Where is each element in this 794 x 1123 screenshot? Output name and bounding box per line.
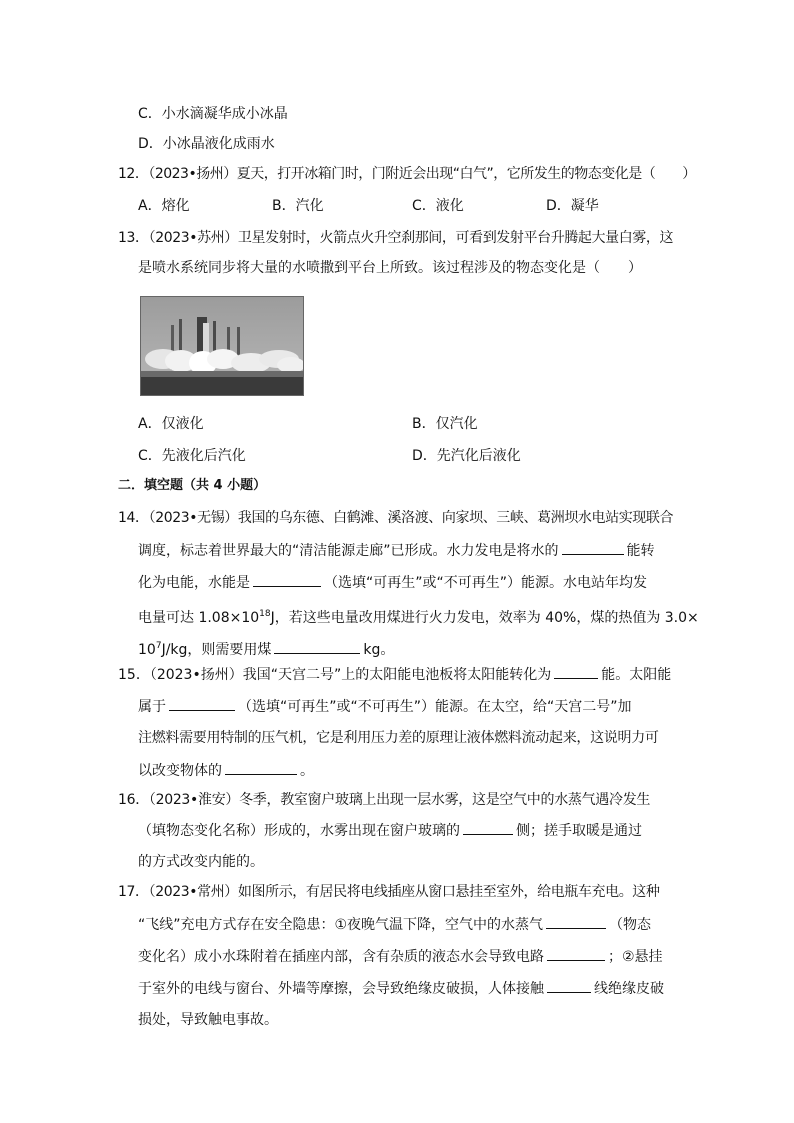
q16-text: （填物态变化名称）形成的，水雾出现在窗户玻璃的 bbox=[138, 823, 460, 839]
q17-text: ；②悬挂 bbox=[608, 949, 663, 965]
q13-stem-line-1: 13．（2023•苏州）卫星发射时，火箭点火升空刹那间，可看到发射平台升腾起大量白雾，这 bbox=[118, 230, 674, 246]
q16-line-3: 的方式改变内能的。 bbox=[138, 854, 264, 870]
q14-text: 化为电能，水能是 bbox=[138, 575, 250, 591]
q14-text: J/kg，则需要用煤 bbox=[161, 642, 272, 658]
q15-text: 能。太阳能 bbox=[601, 667, 672, 683]
q13-stem-line-2: 是喷水系统同步将大量的水喷撒到平台上所致。该过程涉及的物态变化是（ ） bbox=[138, 260, 642, 276]
q12-option-c: C．液化 bbox=[412, 198, 464, 214]
q12-option-a: A．熔化 bbox=[138, 198, 190, 214]
q14-text: 能转 bbox=[626, 543, 655, 559]
q15-line-2 bbox=[138, 696, 632, 717]
q15-line-3: 注燃料需要用特制的压气机，它是利用压力差的原理让液体燃料流动起来，这说明力可 bbox=[138, 730, 659, 746]
q15-text: （选填“可再生”或“不可再生”）能源。在太空，给“天宫二号”加 bbox=[238, 699, 632, 715]
q17-blank-2[interactable] bbox=[547, 946, 605, 961]
q15-text: 以改变物体的 bbox=[138, 763, 222, 779]
q17-text: 于室外的电线与窗台、外墙等摩擦，会导致绝缘皮破损，人体接触 bbox=[138, 981, 544, 997]
q13-option-a: A．仅液化 bbox=[138, 416, 204, 432]
q15-line-1 bbox=[118, 664, 671, 685]
q17-line-5: 损处，导致触电事故。 bbox=[138, 1012, 278, 1028]
q14-line-3 bbox=[138, 572, 647, 593]
q17-line-1: 17．（2023•常州）如图所示，有居民将电线插座从窗口悬挂至室外，给电瓶车充电。这种 bbox=[118, 884, 660, 900]
q14-text: 调度，标志着世界最大的“清洁能源走廊”已形成。水力发电是将水的 bbox=[138, 543, 559, 559]
q12-stem: 12．（2023•扬州）夏天，打开冰箱门时，门附近会出现“白气”，它所发生的物态变化是（ ） bbox=[118, 166, 696, 182]
q13-option-d: D．先汽化后液化 bbox=[412, 448, 521, 464]
q15-text: 属于 bbox=[138, 699, 166, 715]
q14-line-5 bbox=[138, 636, 394, 660]
q14-exponent: 7 bbox=[155, 641, 162, 651]
q14-blank-1[interactable] bbox=[562, 540, 624, 555]
q14-blank-2[interactable] bbox=[253, 572, 321, 587]
q14-line-2 bbox=[138, 540, 655, 561]
q13-option-c: C．先液化后汽化 bbox=[138, 448, 246, 464]
q14-text: 10 bbox=[138, 642, 156, 658]
q17-blank-1[interactable] bbox=[546, 914, 606, 929]
q16-text: 侧；搓手取暖是通过 bbox=[516, 823, 642, 839]
q14-text: J，若这些电量改用煤进行火力发电，效率为 40%，煤的热值为 3.0× bbox=[270, 610, 699, 626]
q16-blank-2[interactable] bbox=[463, 820, 513, 835]
q12-option-d: D．凝华 bbox=[546, 198, 599, 214]
q15-blank-2[interactable] bbox=[169, 696, 235, 711]
section-heading-fill-in: 二．填空题（共 4 小题） bbox=[118, 478, 267, 493]
q15-blank-3[interactable] bbox=[225, 760, 297, 775]
q14-text: 电量可达 1.08×10 bbox=[138, 610, 260, 626]
q17-text: （物态 bbox=[609, 917, 652, 933]
q13-option-b: B．仅汽化 bbox=[412, 416, 478, 432]
q17-text: 线绝缘皮破 bbox=[594, 981, 664, 997]
q11-option-c: C．小水滴凝华成小冰晶 bbox=[138, 106, 288, 122]
q14-exponent: 18 bbox=[259, 609, 271, 619]
rocket-launch-photo bbox=[140, 296, 304, 396]
q16-line-1: 16．（2023•淮安）冬季，教室窗户玻璃上出现一层水雾，这是空气中的水蒸气遇冷发生 bbox=[118, 792, 651, 808]
q17-text: 变化名）成小水珠附着在插座内部，含有杂质的液态水会导致电路 bbox=[138, 949, 544, 965]
q15-blank-1[interactable] bbox=[554, 664, 598, 679]
q14-text: （选填“可再生”或“不可再生”）能源。水电站年均发 bbox=[324, 575, 648, 591]
q17-line-3 bbox=[138, 946, 663, 967]
q14-line-4 bbox=[138, 604, 699, 628]
q12-option-b: B．汽化 bbox=[272, 198, 324, 214]
q14-line-1: 14．（2023•无锡）我国的乌东德、白鹤滩、溪洛渡、向家坝、三峡、葛洲坝水电站实现联合 bbox=[118, 510, 674, 526]
q14-text: kg。 bbox=[363, 642, 395, 658]
q15-line-4 bbox=[138, 760, 314, 781]
q17-blank-3[interactable] bbox=[547, 978, 591, 993]
q11-option-d: D．小冰晶液化成雨水 bbox=[138, 136, 275, 152]
q15-text: 15．（2023•扬州）我国“天宫二号”上的太阳能电池板将太阳能转化为 bbox=[118, 667, 552, 683]
q16-line-2 bbox=[138, 820, 642, 841]
q17-text: “飞线”充电方式存在安全隐患：①夜晚气温下降，空气中的水蒸气 bbox=[138, 917, 544, 933]
q17-line-4 bbox=[138, 978, 664, 999]
q14-blank-3[interactable] bbox=[274, 639, 360, 654]
q17-line-2 bbox=[138, 914, 651, 935]
q15-text: 。 bbox=[300, 763, 314, 779]
